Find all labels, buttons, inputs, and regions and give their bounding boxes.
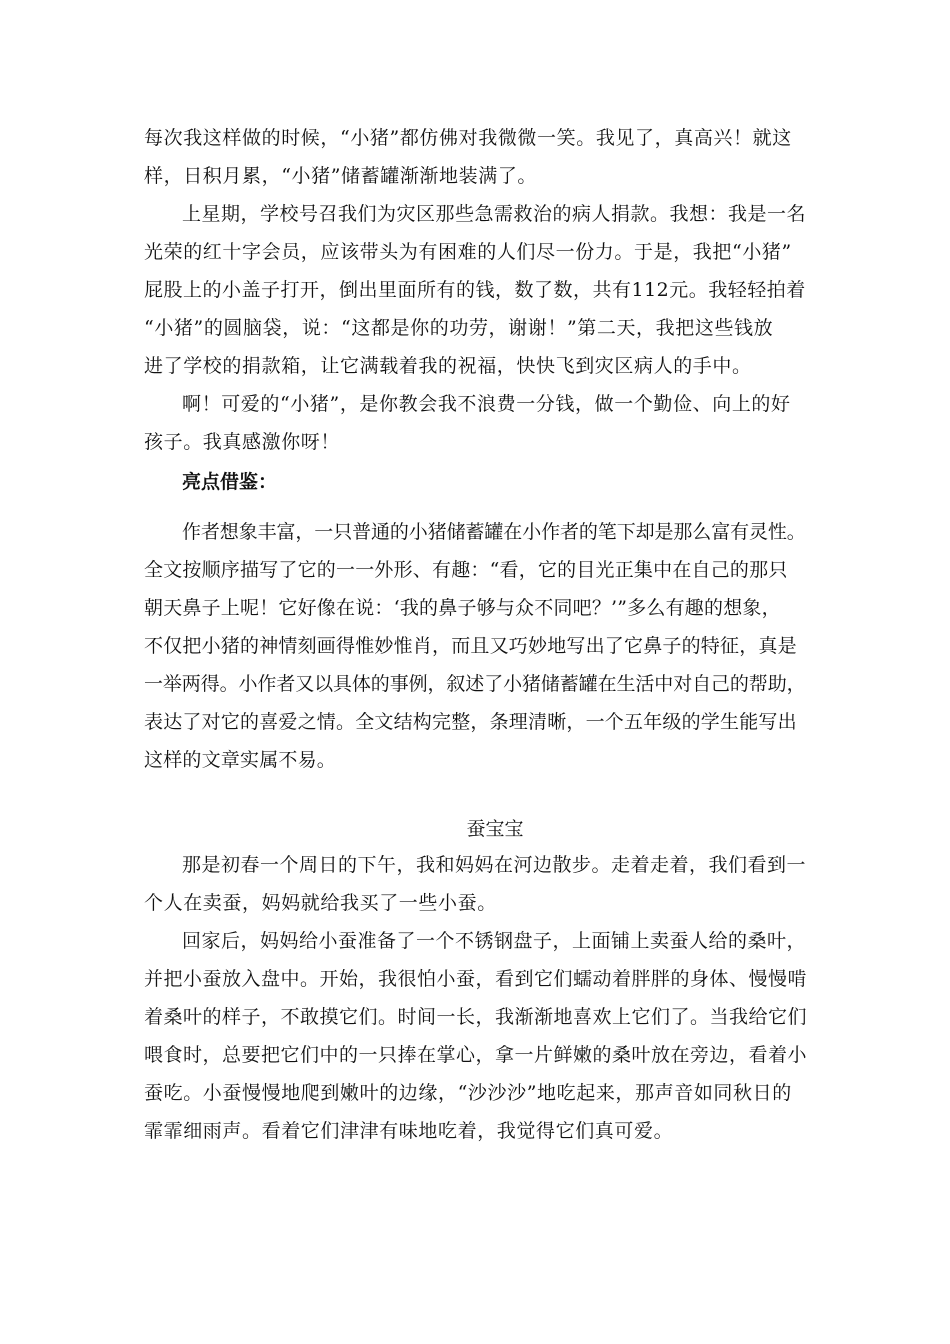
highlight-line-7: 这样的文章实属不易。	[144, 749, 337, 771]
highlight-line-5: 一举两得。小作者又以具体的事例，叙述了小猪储蓄罐在生活中对自己的帮助，	[144, 673, 806, 695]
essay2-line-6: 喂食时，总要把它们中的一只捧在掌心，拿一片鲜嫩的桑叶放在旁边，看着小	[144, 1044, 808, 1066]
essay1-line-2: 样，日积月累，“小猪”储蓄罐渐渐地装满了。	[144, 165, 538, 187]
highlight-line-2: 全文按顺序描写了它的一一外形、有趣：“看，它的目光正集中在自己的那只	[144, 559, 788, 581]
highlight-line-3: 朝天鼻子上呢！它好像在说：‘我的鼻子够与众不同吧？’”多么有趣的想象，	[144, 597, 781, 619]
essay2-title: 蚕宝宝	[466, 818, 524, 840]
essay1-line-6: “小猪”的圆脑袋，说：“这都是你的功劳，谢谢！”第二天，我把这些钱放	[144, 317, 774, 339]
essay2-line-2: 个人在卖蚕，妈妈就给我买了一些小蚕。	[144, 892, 497, 914]
highlight-line-1: 作者想象丰富，一只普通的小猪储蓄罐在小作者的笔下却是那么富有灵性。	[182, 521, 806, 543]
highlight-line-6: 表达了对它的喜爱之情。全文结构完整，条理清晰，一个五年级的学生能写出	[144, 711, 797, 733]
essay1-line-8: 啊！可爱的“小猪”，是你教会我不浪费一分钱，做一个勤俭、向上的好	[182, 393, 791, 415]
essay2-line-5: 着桑叶的样子，不敢摸它们。时间一长，我渐渐地喜欢上它们了。当我给它们	[144, 1006, 808, 1028]
essay2-line-8: 霏霏细雨声。看着它们津津有味地吃着，我觉得它们真可爱。	[144, 1120, 674, 1142]
highlight-line-4: 不仅把小猪的神情刻画得惟妙惟肖，而且又巧妙地写出了它鼻子的特征，真是	[144, 635, 797, 657]
essay2-line-3: 回家后，妈妈给小蚕准备了一个不锈钢盘子，上面铺上卖蚕人给的桑叶，	[182, 930, 807, 952]
essay1-line-5: 屁股上的小盖子打开，倒出里面所有的钱，数了数，共有112元。我轻轻拍着	[144, 279, 806, 301]
essay2-line-1: 那是初春一个周日的下午，我和妈妈在河边散步。走着走着，我们看到一	[182, 854, 807, 876]
essay1-line-3: 上星期，学校号召我们为灾区那些急需救治的病人捐款。我想：我是一名	[182, 203, 807, 225]
essay1-line-1: 每次我这样做的时候，“小猪”都仿佛对我微微一笑。我见了，真高兴！就这	[144, 127, 792, 149]
highlight-heading: 亮点借鉴：	[182, 471, 278, 493]
essay1-line-7: 进了学校的捐款箱，让它满载着我的祝福，快快飞到灾区病人的手中。	[144, 355, 752, 377]
essay1-line-4: 光荣的红十字会员，应该带头为有困难的人们尽一份力。于是，我把“小猪”	[144, 241, 792, 263]
essay1-line-9: 孩子。我真感激你呀！	[144, 431, 341, 453]
essay2-line-7: 蚕吃。小蚕慢慢地爬到嫩叶的边缘，“沙沙沙”地吃起来，那声音如同秋日的	[144, 1082, 792, 1104]
essay2-line-4: 并把小蚕放入盘中。开始，我很怕小蚕，看到它们蠕动着胖胖的身体、慢慢啃	[144, 968, 808, 990]
